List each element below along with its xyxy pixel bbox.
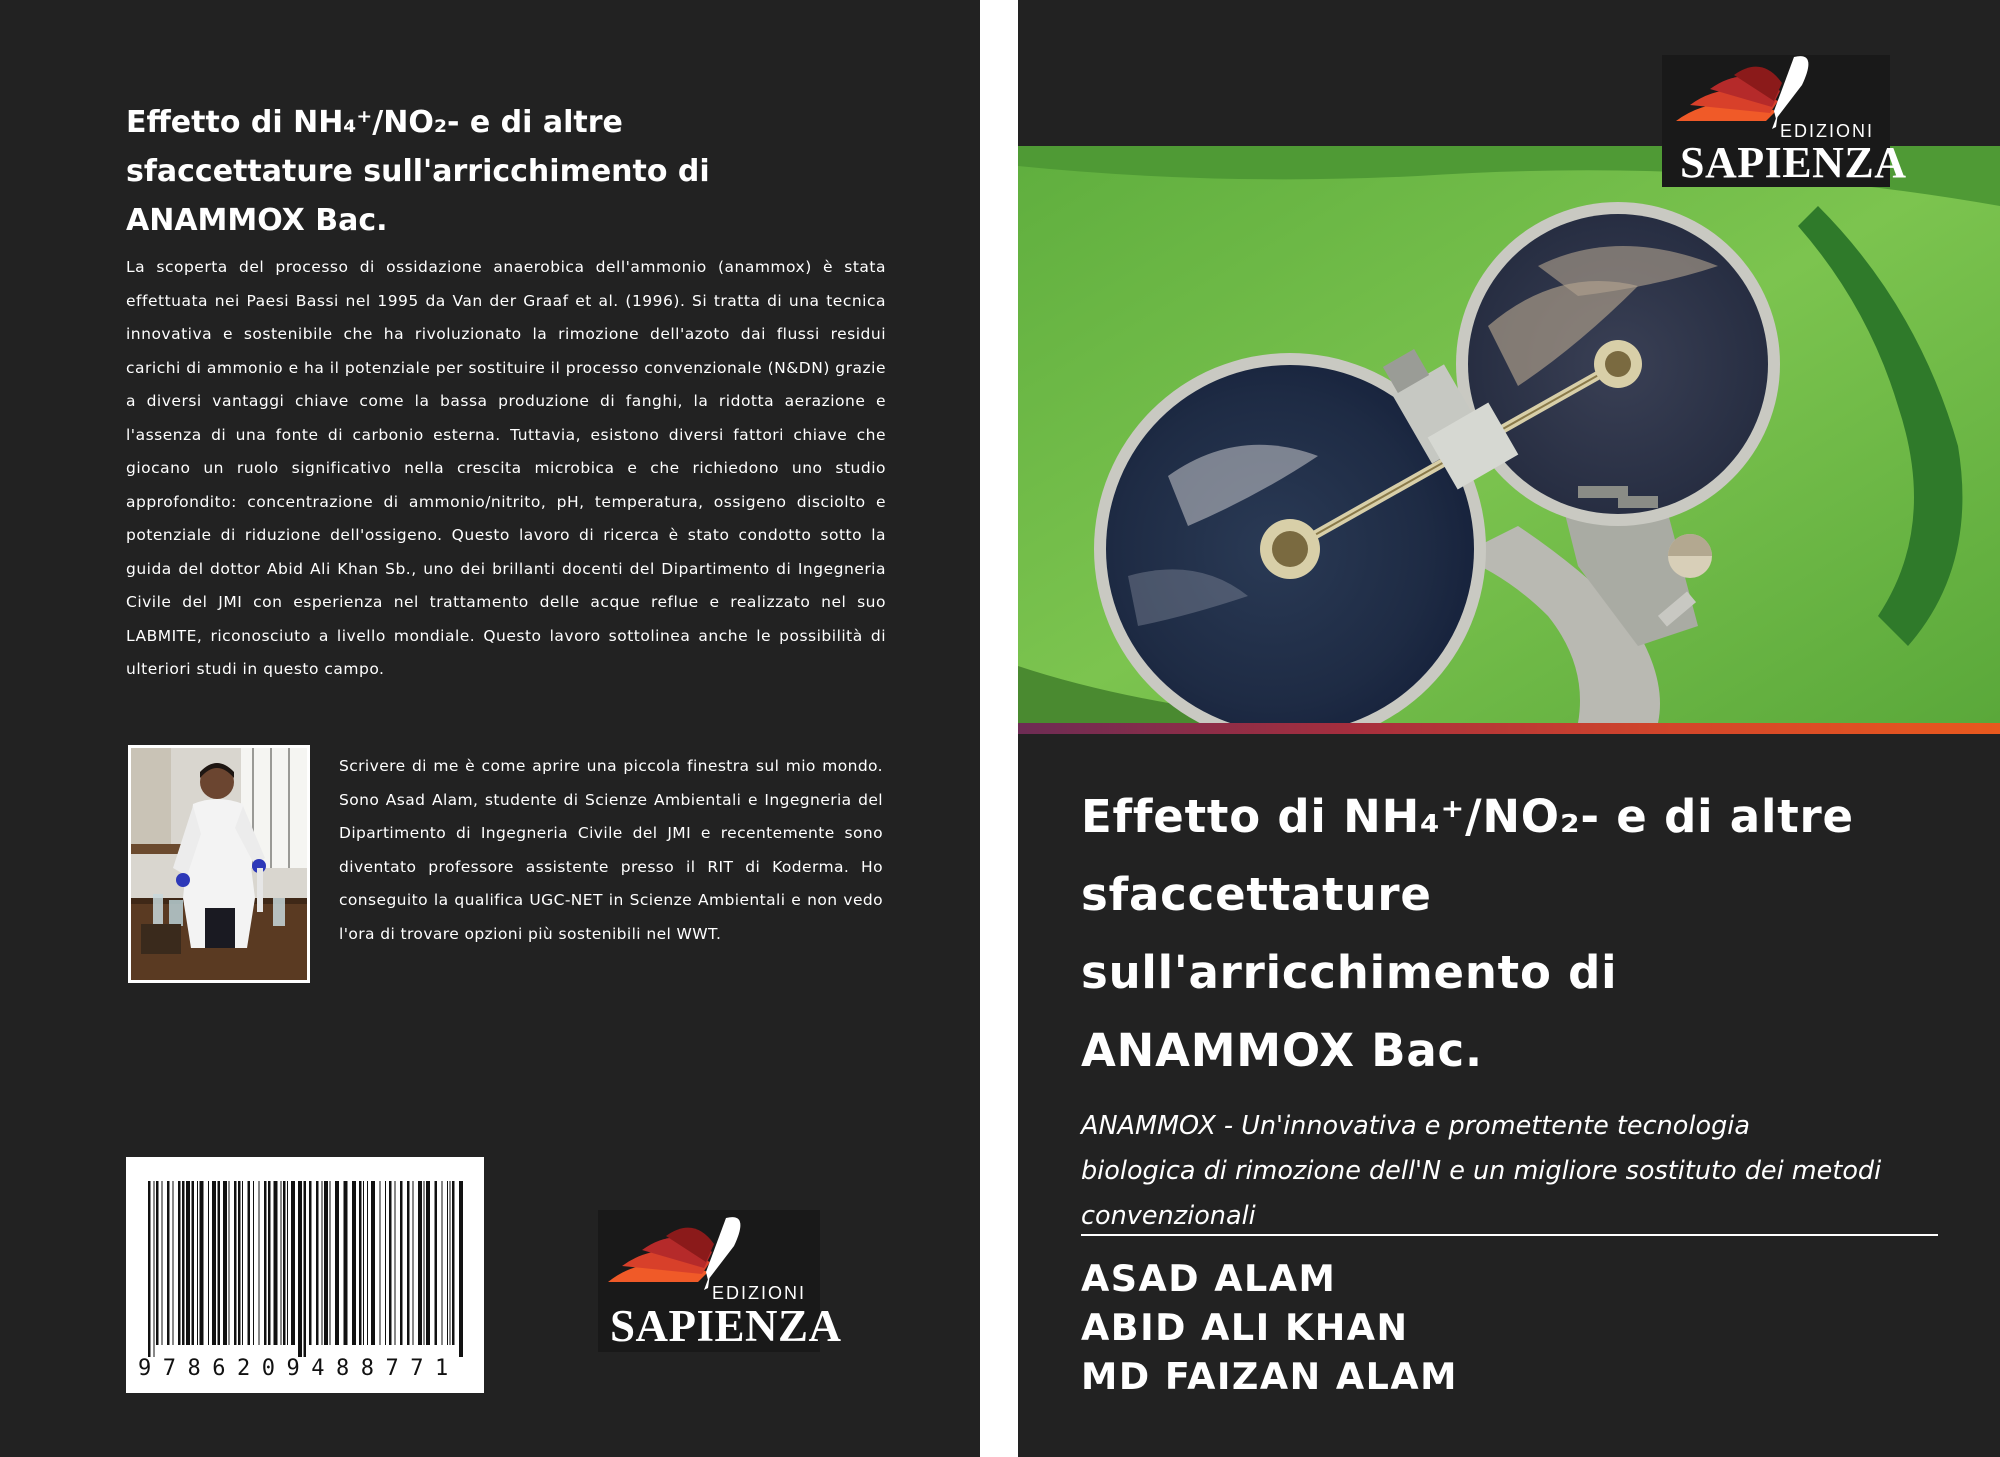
barcode-bar bbox=[274, 1181, 278, 1345]
barcode-bar bbox=[395, 1181, 396, 1345]
barcode-bar bbox=[156, 1181, 159, 1345]
barcode-bar bbox=[212, 1181, 216, 1345]
barcode-bar bbox=[208, 1181, 209, 1345]
barcode-bar bbox=[253, 1181, 254, 1345]
barcode-bar bbox=[352, 1181, 356, 1345]
isbn-barcode bbox=[126, 1157, 484, 1393]
barcode-bar bbox=[335, 1181, 339, 1345]
barcode-bar bbox=[330, 1181, 331, 1345]
barcode-bar bbox=[162, 1181, 163, 1345]
barcode-bar bbox=[287, 1181, 288, 1345]
barcode-bar bbox=[304, 1181, 307, 1357]
barcode-bar bbox=[238, 1181, 241, 1345]
barcode-bar bbox=[229, 1181, 230, 1345]
barcode-bar bbox=[248, 1181, 251, 1345]
barcode-bar bbox=[283, 1181, 286, 1345]
barcode-bar bbox=[178, 1181, 181, 1345]
barcode-bar bbox=[418, 1181, 422, 1345]
author-in-lab-illustration bbox=[131, 748, 307, 980]
barcode-bar bbox=[200, 1181, 204, 1345]
publisher-edizioni-label: EDIZIONI bbox=[1780, 121, 1875, 141]
barcode-bar bbox=[148, 1181, 151, 1357]
publisher-edizioni-label: EDIZIONI bbox=[712, 1283, 807, 1303]
barcode-bar bbox=[154, 1181, 155, 1357]
author-name: ASAD ALAM bbox=[1081, 1257, 1337, 1300]
publisher-name: SAPIENZA bbox=[1680, 138, 1907, 187]
barcode-bar bbox=[407, 1181, 410, 1345]
barcode-bar bbox=[324, 1181, 328, 1345]
barcode-bar bbox=[322, 1181, 323, 1345]
cover-photo bbox=[1018, 146, 2000, 723]
barcode-bar bbox=[452, 1181, 455, 1345]
barcode-bar bbox=[186, 1181, 190, 1345]
barcode-bar bbox=[371, 1181, 375, 1345]
author-photo bbox=[128, 745, 310, 983]
cover-color-band bbox=[1018, 723, 2000, 734]
barcode-bar bbox=[367, 1181, 368, 1345]
barcode-bar bbox=[424, 1181, 425, 1345]
barcode-bar bbox=[173, 1181, 174, 1345]
barcode-bar bbox=[400, 1181, 403, 1345]
barcode-bar bbox=[182, 1181, 185, 1345]
barcode-bar bbox=[197, 1181, 198, 1345]
barcode-bar bbox=[264, 1181, 267, 1345]
barcode-bar bbox=[363, 1181, 364, 1345]
barcode-bar bbox=[435, 1181, 438, 1345]
barcode-bar bbox=[268, 1181, 271, 1345]
barcode-bar bbox=[389, 1181, 392, 1345]
barcode-bar bbox=[450, 1181, 451, 1345]
barcode-bar bbox=[291, 1181, 295, 1345]
author-name: MD FAIZAN ALAM bbox=[1081, 1355, 1458, 1398]
barcode-bar bbox=[413, 1181, 414, 1345]
barcode-bar bbox=[242, 1181, 243, 1345]
barcode-bar bbox=[442, 1181, 443, 1345]
subtitle-divider bbox=[1081, 1234, 1938, 1236]
barcode-bar bbox=[298, 1181, 302, 1357]
barcode-bar bbox=[385, 1181, 386, 1345]
publisher-name: SAPIENZA bbox=[610, 1301, 842, 1351]
back-cover-title: Effetto di NH₄⁺/NO₂- e di altre sfaccettature sull'arricchimento di ANAMMOX Bac. bbox=[126, 105, 710, 238]
barcode-bar bbox=[218, 1181, 221, 1345]
barcode-bar bbox=[223, 1181, 227, 1345]
back-cover-description: La scoperta del processo di ossidazione anaerobica dell'ammonio (anammox) è stata effettuata nei Paesi Bassi nel 1995 da Van der Graaf et al. (1996). Si tratta di una tecnica innovativa e sostenibile che ha rivoluzionato la rimozione dell'azoto dai flussi residui carichi di ammonio e ha il potenziale per sostituire il processo convenzionale (N&DN) grazie a diversi vantaggi chiave come la bassa produzione di fanghi, la ridotta aerazione e l'assenza di una fonte di carbonio esterna. Tuttavia, esistono diversi fattori chiave che giocano un ruolo significativo nella crescita microbica e che richiedono uno studio approfondito: concentrazione di ammonio/nitrito, pH, temperatura, ossigeno disciolto e potenziale di riduzione dell'ossigeno. Questo lavoro di ricerca è stato condotto sotto la guida del dottor Abid Ali Khan Sb., uno dei brillanti docenti del Dipartimento di Ingegneria Civile del JMI con esperienza nel trattamento delle acque reflue e realizzato nel suo LABMITE, riconosciuto a livello mondiale. Questo lavoro sottolinea anche le possibilità di ulteriori studi in questo campo. bbox=[126, 258, 886, 678]
barcode-bar bbox=[426, 1181, 430, 1345]
author-name: ABID ALI KHAN bbox=[1081, 1306, 1409, 1349]
front-cover-title: Effetto di NH₄⁺/NO₂- e di altre sfaccettature sull'arricchimento di ANAMMOX Bac. bbox=[1081, 790, 1854, 1077]
front-cover-subtitle: ANAMMOX - Un'innovativa e promettente tecnologia biologica di rimozione dell'N e un migliore sostituto dei metodi convenzionali bbox=[1081, 1111, 1882, 1231]
barcode-bar bbox=[281, 1181, 282, 1345]
publisher-logo-back bbox=[598, 1210, 842, 1352]
barcode-bar bbox=[344, 1181, 348, 1345]
aerial-clarifier-tanks-image bbox=[1018, 146, 2000, 723]
barcode-bar bbox=[259, 1181, 260, 1345]
barcode-bar bbox=[234, 1181, 237, 1345]
author-list bbox=[1081, 1254, 1941, 1401]
barcode-bar bbox=[309, 1181, 312, 1345]
barcode-bar bbox=[167, 1181, 170, 1345]
barcode-bar bbox=[316, 1181, 319, 1345]
barcode-bar bbox=[447, 1181, 448, 1345]
author-bio: Scrivere di me è come aprire una piccola finestra sul mio mondo. Sono Asad Alam, studente di Scienze Ambientali e Ingegneria del Dipartimento di Ingegneria Civile del JMI e recentemente sono diventato professore assistente presso il RIT di Koderma. Ho conseguito la qualifica UGC-NET in Scienze Ambientali e non vedo l'ora di trovare opzioni più sostenibili nel WWT. bbox=[339, 757, 883, 943]
publisher-logo-front bbox=[1662, 55, 1907, 187]
barcode-bars bbox=[126, 1157, 484, 1357]
barcode-bar bbox=[359, 1181, 362, 1345]
barcode-bar bbox=[380, 1181, 381, 1345]
isbn-number: 9786209488771 bbox=[138, 1356, 460, 1381]
barcode-bar bbox=[459, 1181, 463, 1357]
barcode-bar bbox=[192, 1181, 195, 1345]
